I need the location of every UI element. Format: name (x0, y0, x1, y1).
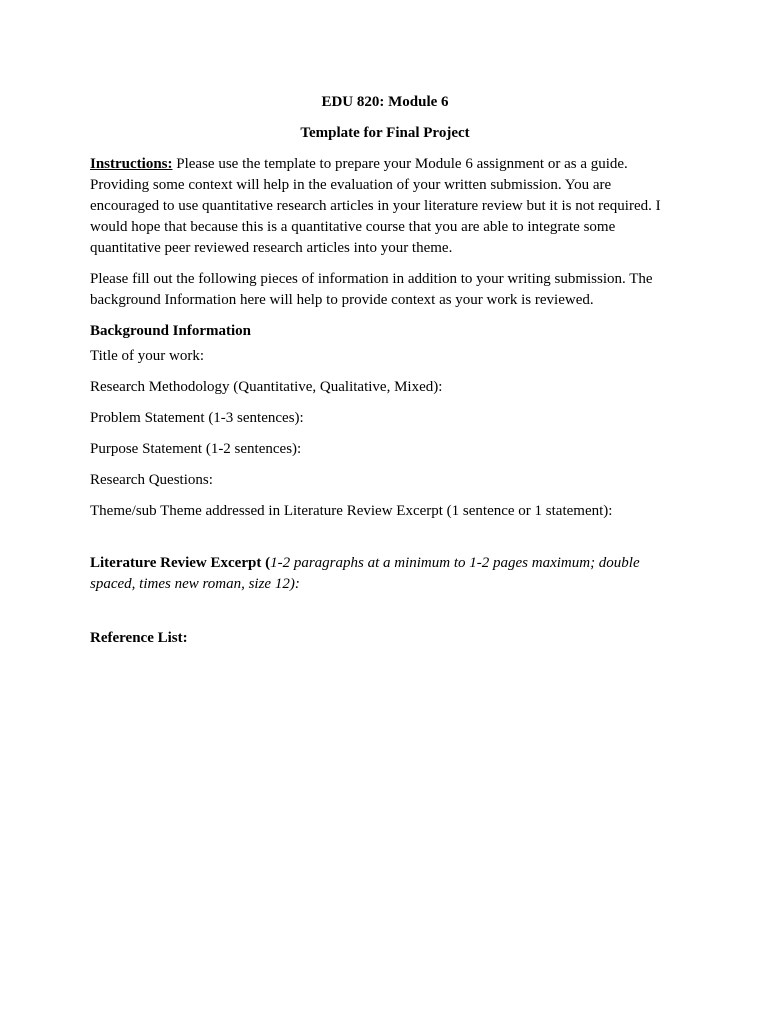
field-research-questions: Research Questions: (90, 472, 213, 488)
field-purpose-statement: Purpose Statement (1-2 sentences): (90, 441, 302, 457)
fill-out-paragraph: Please fill out the following pieces of information in addition to your writing submission. The background Information here will help to provide context as your work is reviewed. (90, 271, 653, 308)
lit-review-note: 1-2 paragraphs at a minimum to 1-2 pages maximum; double spaced, times new roman, size 12): (90, 555, 640, 592)
field-problem-statement: Problem Statement (1-3 sentences): (90, 410, 304, 426)
field-title-of-work: Title of your work: (90, 348, 205, 364)
instructions-paragraph (90, 154, 680, 259)
instructions-label: Instructions: (90, 156, 173, 172)
lit-review-label: Literature Review Excerpt ( (90, 555, 271, 571)
document-subtitle: Template for Final Project (300, 125, 470, 141)
background-heading: Background Information (90, 323, 252, 339)
field-theme: Theme/sub Theme addressed in Literature Review Excerpt (1 sentence or 1 statement): (90, 503, 613, 519)
reference-heading: Reference List: (90, 630, 188, 646)
field-research-methodology: Research Methodology (Quantitative, Qualitative, Mixed): (90, 379, 443, 395)
lit-review-paragraph (90, 553, 680, 595)
document-title: EDU 820: Module 6 (321, 94, 449, 110)
document-content (90, 92, 680, 649)
instructions-text: Please use the template to prepare your Module 6 assignment or as a guide. Providing some context will help in the evaluation of your written submission. You are encouraged to use quantitative research articles in your literature review but it is not required. I would hope that because this is a quantitative course that you are able to integrate some quantitative peer reviewed research articles into your theme. (90, 156, 661, 256)
